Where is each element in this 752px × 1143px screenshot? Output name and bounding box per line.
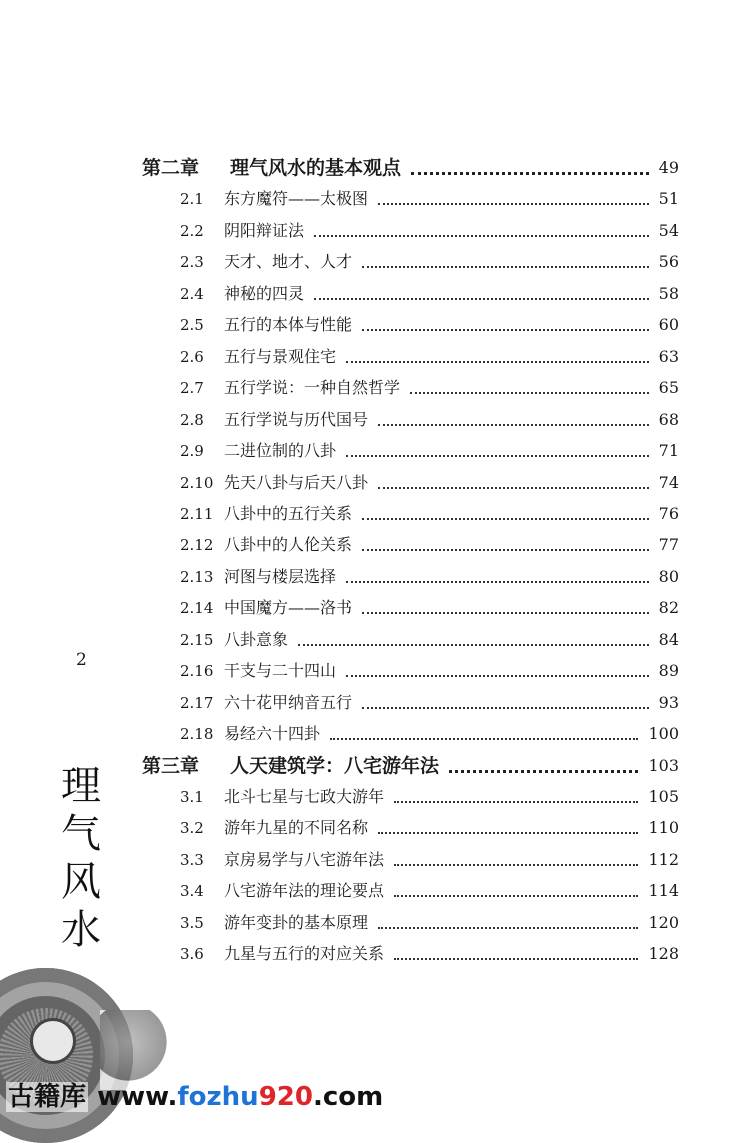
toc-dot-leader bbox=[394, 876, 638, 906]
toc-number: 3.3 bbox=[180, 851, 204, 869]
toc-dot-leader bbox=[346, 342, 649, 372]
toc-dot-leader bbox=[394, 845, 638, 875]
toc-dot-leader bbox=[362, 593, 649, 623]
toc-title: 游年九星的不同名称 bbox=[224, 818, 369, 837]
toc-section-row bbox=[0, 436, 752, 466]
toc-page-number: 56 bbox=[658, 252, 679, 271]
toc-section-row bbox=[0, 688, 752, 718]
toc-page-number: 71 bbox=[658, 441, 679, 460]
toc-dot-leader bbox=[394, 782, 638, 812]
toc-number: 2.1 bbox=[180, 190, 204, 208]
toc-number: 2.11 bbox=[180, 505, 214, 523]
toc-dot-leader bbox=[346, 436, 649, 466]
toc-section-row bbox=[0, 813, 752, 843]
toc-dot-leader bbox=[394, 939, 638, 969]
toc-title: 先天八卦与后天八卦 bbox=[224, 473, 369, 492]
toc-number: 2.5 bbox=[180, 316, 204, 334]
vertical-title-char: 气 bbox=[61, 811, 101, 857]
toc-dot-leader bbox=[449, 751, 638, 781]
toc-number: 2.3 bbox=[180, 253, 204, 271]
site-watermark bbox=[6, 1080, 383, 1114]
toc-title: 河图与楼层选择 bbox=[224, 567, 337, 586]
vertical-title-char: 理 bbox=[61, 763, 101, 809]
toc-number: 2.2 bbox=[180, 222, 204, 240]
watermark-domain: fozhu bbox=[177, 1082, 259, 1112]
toc-title: 干支与二十四山 bbox=[224, 661, 337, 680]
toc-page-number: 120 bbox=[648, 913, 679, 932]
watermark-cn: 古籍库 bbox=[8, 1082, 87, 1112]
toc-section-row bbox=[0, 499, 752, 529]
toc-title: 八宅游年法的理论要点 bbox=[224, 881, 385, 900]
toc-section-row bbox=[0, 845, 752, 875]
toc-dot-leader bbox=[411, 153, 649, 183]
toc-title: 神秘的四灵 bbox=[224, 284, 305, 303]
toc-section-row bbox=[0, 405, 752, 435]
decorative-stone-image bbox=[100, 1010, 170, 1090]
toc-section-row bbox=[0, 184, 752, 214]
toc-title: 八卦中的五行关系 bbox=[224, 504, 353, 523]
toc-section-row bbox=[0, 216, 752, 246]
toc-number: 2.6 bbox=[180, 348, 204, 366]
toc-page-number: 93 bbox=[658, 693, 679, 712]
toc-number: 2.13 bbox=[180, 568, 214, 586]
toc-page-number: 114 bbox=[648, 881, 679, 900]
toc-chapter-row bbox=[0, 751, 752, 781]
toc-title: 六十花甲纳音五行 bbox=[224, 693, 353, 712]
toc-page-number: 54 bbox=[658, 221, 679, 240]
watermark-www: www. bbox=[97, 1082, 178, 1112]
toc-page-number: 110 bbox=[648, 818, 679, 837]
toc-dot-leader bbox=[378, 468, 649, 498]
toc-page-number: 74 bbox=[658, 473, 679, 492]
toc-number: 2.9 bbox=[180, 442, 204, 460]
toc-number: 2.14 bbox=[180, 599, 214, 617]
toc-page-number: 84 bbox=[658, 630, 679, 649]
toc-section-row bbox=[0, 625, 752, 655]
toc-title: 京房易学与八宅游年法 bbox=[224, 850, 385, 869]
toc-number: 2.12 bbox=[180, 536, 214, 554]
toc-number: 2.17 bbox=[180, 694, 214, 712]
toc-page-number: 128 bbox=[648, 944, 679, 963]
toc-page-number: 80 bbox=[658, 567, 679, 586]
toc-section-row bbox=[0, 530, 752, 560]
toc-dot-leader bbox=[346, 656, 649, 686]
toc-section-row bbox=[0, 373, 752, 403]
toc-title: 天才、地才、人才 bbox=[224, 252, 353, 271]
toc-chapter-row bbox=[0, 153, 752, 183]
toc-number: 3.4 bbox=[180, 882, 204, 900]
toc-page-number: 112 bbox=[648, 850, 679, 869]
toc-title: 五行的本体与性能 bbox=[224, 315, 353, 334]
toc-section-row bbox=[0, 342, 752, 372]
toc-number: 3.1 bbox=[180, 788, 204, 806]
toc-title: 八卦意象 bbox=[224, 630, 289, 649]
toc-title: 八卦中的人伦关系 bbox=[224, 535, 353, 554]
toc-section-row bbox=[0, 562, 752, 592]
toc-section-row bbox=[0, 279, 752, 309]
toc-dot-leader bbox=[378, 813, 638, 843]
toc-number: 2.16 bbox=[180, 662, 214, 680]
toc-title: 五行学说与历代国号 bbox=[224, 410, 369, 429]
toc-title: 九星与五行的对应关系 bbox=[224, 944, 385, 963]
toc-title: 阴阳辩证法 bbox=[224, 221, 305, 240]
toc-section-row bbox=[0, 593, 752, 623]
toc-section-row bbox=[0, 656, 752, 686]
toc-title: 五行与景观住宅 bbox=[224, 347, 337, 366]
toc-title: 人天建筑学：八宅游年法 bbox=[230, 755, 440, 777]
toc-number: 3.5 bbox=[180, 914, 204, 932]
toc-number: 2.8 bbox=[180, 411, 204, 429]
toc-page-number: 76 bbox=[658, 504, 679, 523]
toc-title: 中国魔方——洛书 bbox=[224, 598, 353, 617]
toc-page-number: 89 bbox=[658, 661, 679, 680]
toc-dot-leader bbox=[378, 908, 638, 938]
toc-number: 2.4 bbox=[180, 285, 204, 303]
vertical-title-char: 风 bbox=[61, 859, 101, 905]
toc-section-row bbox=[0, 939, 752, 969]
toc-number: 3.6 bbox=[180, 945, 204, 963]
toc-number: 第三章 bbox=[142, 755, 200, 777]
toc-number: 3.2 bbox=[180, 819, 204, 837]
toc-number: 2.10 bbox=[180, 474, 214, 492]
toc-dot-leader bbox=[410, 373, 649, 403]
watermark-digits: 920 bbox=[258, 1082, 313, 1112]
toc-title: 理气风水的基本观点 bbox=[230, 157, 402, 179]
page-number: 2 bbox=[76, 650, 87, 670]
toc-section-row bbox=[0, 908, 752, 938]
compass-center bbox=[30, 1018, 76, 1064]
toc-dot-leader bbox=[362, 247, 649, 277]
vertical-title-char: 水 bbox=[61, 907, 101, 953]
toc-page-number: 68 bbox=[658, 410, 679, 429]
toc-section-row bbox=[0, 876, 752, 906]
toc-section-row bbox=[0, 782, 752, 812]
toc-number: 2.18 bbox=[180, 725, 214, 743]
toc-section-row bbox=[0, 468, 752, 498]
toc-dot-leader bbox=[298, 625, 649, 655]
toc-dot-leader bbox=[346, 562, 649, 592]
toc-dot-leader bbox=[362, 310, 649, 340]
toc-title: 北斗七星与七政大游年 bbox=[224, 787, 385, 806]
toc-page-number: 77 bbox=[658, 535, 679, 554]
toc-dot-leader bbox=[378, 184, 649, 214]
watermark-tld: .com bbox=[312, 1082, 384, 1112]
toc-title: 东方魔符——太极图 bbox=[224, 189, 369, 208]
toc-section-row bbox=[0, 310, 752, 340]
toc-page-number: 51 bbox=[658, 189, 679, 208]
toc-number: 第二章 bbox=[142, 157, 200, 179]
toc-title: 易经六十四卦 bbox=[224, 724, 321, 743]
toc-page-number: 82 bbox=[658, 598, 679, 617]
toc-title: 五行学说：一种自然哲学 bbox=[224, 378, 401, 397]
toc-number: 2.15 bbox=[180, 631, 214, 649]
toc-section-row bbox=[0, 719, 752, 749]
toc-dot-leader bbox=[362, 530, 649, 560]
vertical-book-title bbox=[56, 762, 106, 954]
toc-title: 游年变卦的基本原理 bbox=[224, 913, 369, 932]
toc-page-number: 105 bbox=[648, 787, 679, 806]
toc-dot-leader bbox=[362, 688, 649, 718]
toc-page-number: 65 bbox=[658, 378, 679, 397]
toc-dot-leader bbox=[314, 216, 649, 246]
toc-page-number: 103 bbox=[648, 756, 679, 775]
toc-page-number: 49 bbox=[658, 158, 679, 177]
toc-dot-leader bbox=[330, 719, 638, 749]
toc-page-number: 63 bbox=[658, 347, 679, 366]
toc-section-row bbox=[0, 247, 752, 277]
toc-number: 2.7 bbox=[180, 379, 204, 397]
toc-title: 二进位制的八卦 bbox=[224, 441, 337, 460]
toc-page-number: 100 bbox=[648, 724, 679, 743]
toc-dot-leader bbox=[362, 499, 649, 529]
toc-dot-leader bbox=[314, 279, 649, 309]
toc-page-number: 58 bbox=[658, 284, 679, 303]
toc-dot-leader bbox=[378, 405, 649, 435]
toc-page-number: 60 bbox=[658, 315, 679, 334]
